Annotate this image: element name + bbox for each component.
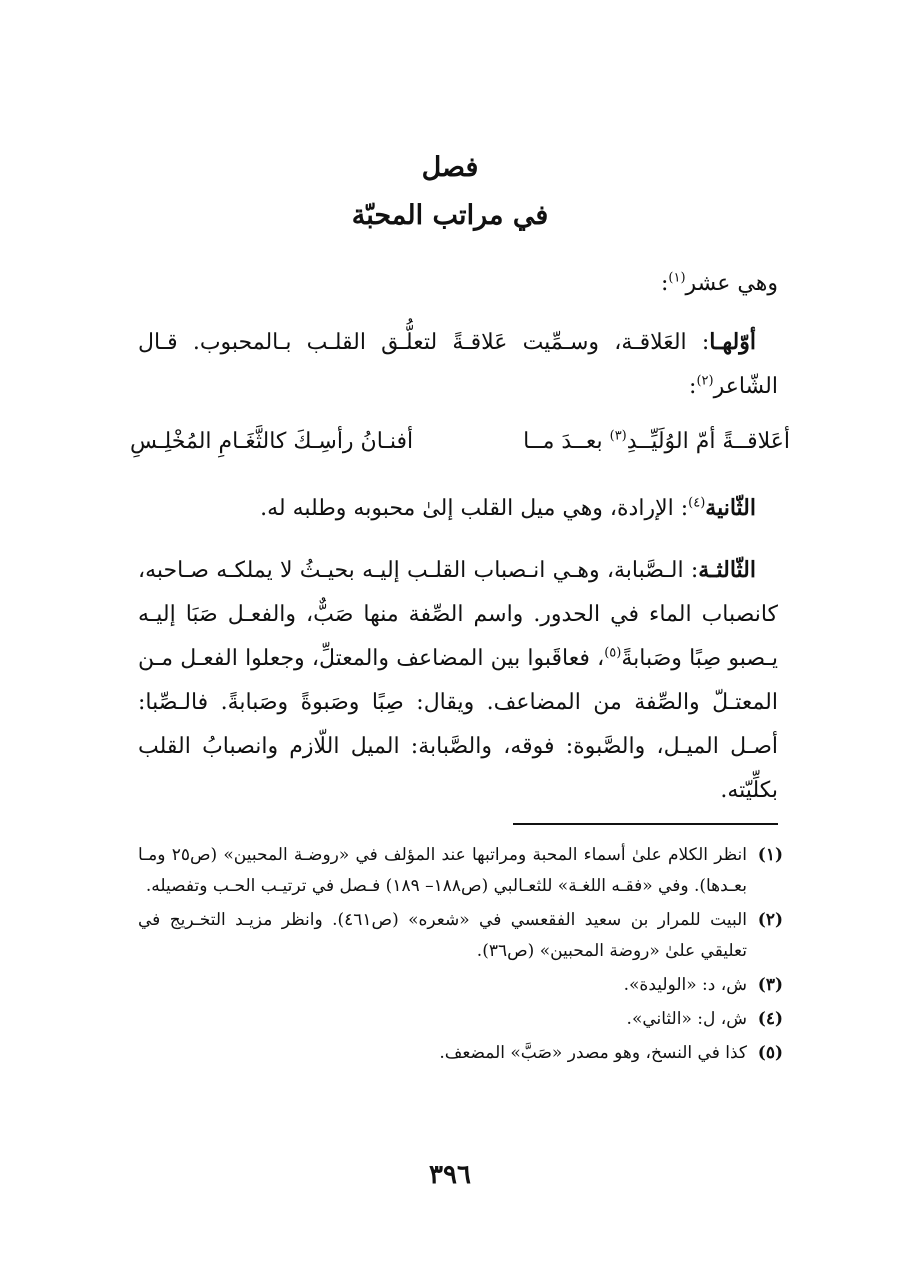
footnote-item <box>138 1004 783 1035</box>
chapter-subtitle: في مراتب المحبّة <box>351 200 549 231</box>
footnote-number: (٤) <box>757 1009 783 1029</box>
footnote-mark: (٤) <box>688 495 706 511</box>
footnote-number: (٥) <box>757 1043 783 1063</box>
footnote-item <box>138 905 783 967</box>
chapter-title: فصل <box>421 152 479 183</box>
footnote-text: كذا في النسخ، وهو مصدر «صَبَّ» المضعف. <box>439 1043 747 1063</box>
verse-hemistich-left-a: أعَلاقــةً أمّ الوُلَيِّــدِ <box>626 429 790 454</box>
third-rank-label: الثّالثـة <box>698 557 756 583</box>
footnote-text: البيت للمرار بن سعيد الفقعسي في «شعره» (ص٤٦١). وانظر مزيـد التخـريج في تعليقي علىٰ «روضة المحبين» (ص٣٦). <box>138 910 747 961</box>
footnote-mark: (٥) <box>604 645 622 661</box>
intro-text: وهي عشر <box>685 271 778 296</box>
footnote-item <box>138 970 783 1001</box>
third-rank-text-a: : الـصَّبابة، وهـي انـصباب القلـب إليـه بحيـثُ لا يملكـه صـاحبه، كانصباب الماء في الحدور. واسم الصِّفة منها صَبٌّ، والفعـل صَبَا إليـه يـصبو صِبًا وصَبابةً <box>138 558 778 671</box>
verse-hemistich-left <box>523 420 790 464</box>
first-rank-suffix: : <box>689 374 697 399</box>
verse-hemistich-right: أفنـانُ رأسِـكَ كالثَّغَـامِ المُخْلِـسِ <box>130 429 414 454</box>
poetry-verse <box>130 420 790 464</box>
intro-suffix: : <box>660 271 669 296</box>
footnote-item <box>138 1038 783 1069</box>
footnote-text: ش، ل: «الثاني». <box>626 1009 747 1029</box>
third-rank-paragraph <box>138 548 778 813</box>
footnote-separator <box>513 823 778 825</box>
page-number: ٣٩٦ <box>429 1160 471 1190</box>
footnote-item <box>138 840 783 902</box>
first-rank-paragraph <box>138 320 778 409</box>
footnote-number: (١) <box>757 845 783 865</box>
second-rank-text: : الإرادة، وهي ميل القلب إلىٰ محبوبه وطلبه له. <box>260 496 689 521</box>
intro-paragraph <box>138 262 778 306</box>
footnote-number: (٢) <box>757 910 783 930</box>
first-rank-label: أوّلهـا <box>709 329 756 355</box>
footnote-text: ش، د: «الوليدة». <box>623 975 747 995</box>
verse-hemistich-left-b: بعــدَ مــا <box>523 429 610 454</box>
footnote-mark: (١) <box>668 270 686 286</box>
third-rank-text-b: ، فعاقَبوا بين المضاعف والمعتلِّ، وجعلوا الفعـل مـن المعتـلّ والصِّفة من المضاعف. ويقال: صِبًا وصَبوةً وصَبابةً. فالـصِّبا: أصـل الميـل، والصَّبوة: فوقه، والصَّبابة: الميل اللّازم وانصبابُ القلب بكلِّيّته. <box>138 646 778 803</box>
footnote-number: (٣) <box>757 975 783 995</box>
footnote-mark: (٣) <box>609 428 627 444</box>
footnotes <box>138 840 783 1072</box>
second-rank-paragraph <box>138 486 778 531</box>
footnote-text: انظر الكلام علىٰ أسماء المحبة ومراتبها عند المؤلف في «روضـة المحبين» (ص٢٥ ومـا بعـدها). وفي «فقـه اللغـة» للثعـالبي (ص١٨٨– ١٨٩) فـصل في ترتيـب الحـب وتفصيله. <box>138 845 747 896</box>
second-rank-label: الثّانية <box>705 495 756 521</box>
first-rank-text: : العَلاقـة، وسـمِّيت عَلاقـةً لتعلُّـق القلـب بـالمحبوب. قـال الشّاعر <box>138 330 778 399</box>
footnote-mark: (٢) <box>696 373 714 389</box>
